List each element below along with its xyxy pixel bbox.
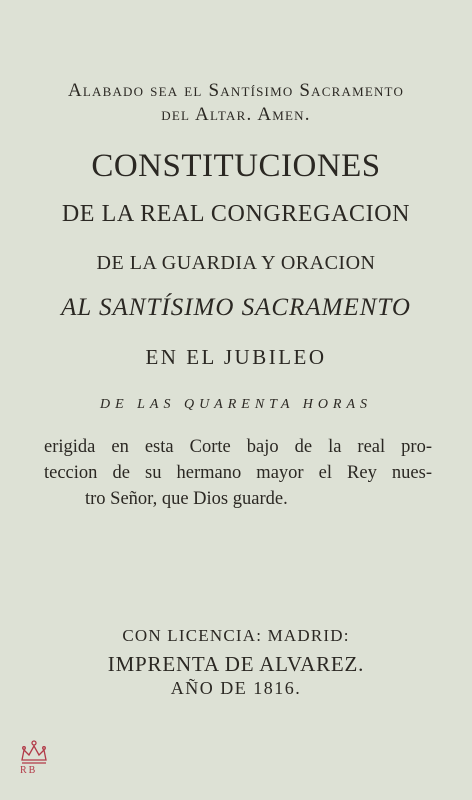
crown-stamp-icon	[18, 738, 50, 788]
main-title: CONSTITUCIONES	[91, 148, 381, 184]
stamp-letters: RB	[20, 765, 38, 776]
body-line-1: erigida en esta Corte bajo de la real pro-	[44, 437, 432, 457]
title-line-6: DE LAS QUARENTA HORAS	[99, 397, 373, 412]
title-line-4: AL SANTÍSIMO SACRAMENTO	[61, 294, 411, 321]
title-line-5: EN EL JUBILEO	[145, 345, 327, 369]
printer-line: IMPRENTA DE ALVAREZ.	[107, 652, 365, 676]
invocation-line-2: del Altar. Amen.	[161, 104, 311, 125]
license-line: CON LICENCIA: MADRID:	[122, 626, 350, 645]
year-line: AÑO DE 1816.	[170, 678, 302, 698]
body-line-3: tro Señor, que Dios guarde.	[85, 489, 288, 509]
title-line-3: DE LA GUARDIA Y ORACION	[96, 252, 376, 274]
invocation-line-1: Alabado sea el Santísimo Sacramento	[67, 80, 405, 101]
title-line-2: DE LA REAL CONGREGACION	[61, 201, 411, 227]
body-line-2: teccion de su hermano mayor el Rey nues-	[44, 463, 432, 483]
